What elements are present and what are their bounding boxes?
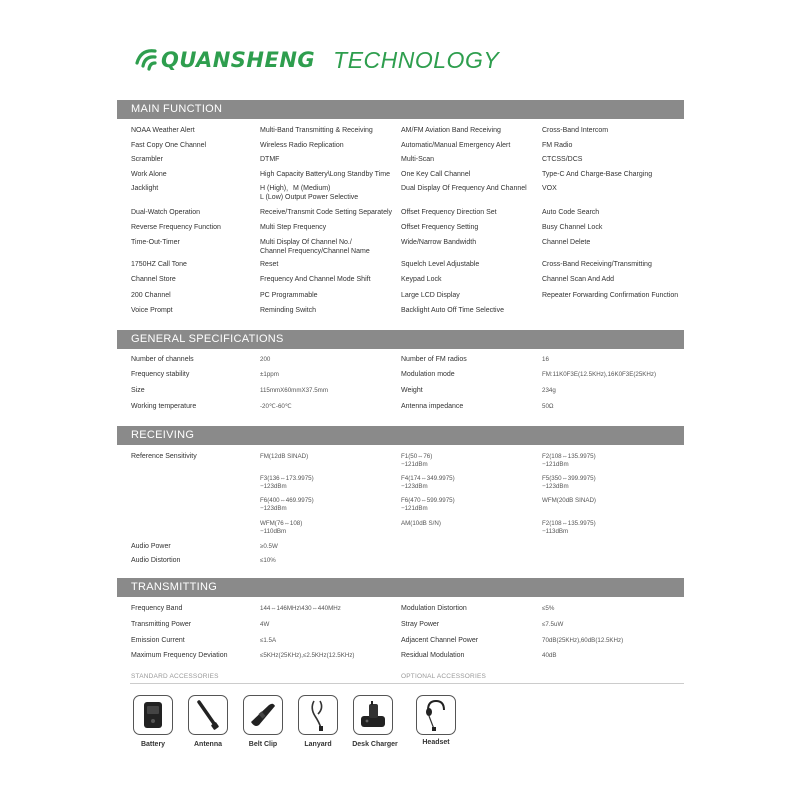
spec-value: 4W [260,621,270,628]
main-function-cell: Wireless Radio Replication [260,142,344,149]
spec-value: 16 [542,356,549,363]
lanyard-icon [306,698,330,732]
main-function-cell: Automatic/Manual Emergency Alert [401,142,511,149]
antenna-icon [193,699,223,731]
spec-value: FM:11K0F3E(12.5KHz),16K0F3E(25KHz) [542,371,657,378]
section-main-function: MAIN FUNCTION [117,100,684,119]
spec-label: Modulation Distortion [401,605,467,612]
sensitivity-value: F4(174⇔349.9975) −123dBm [401,475,455,490]
main-function-cell: Busy Channel Lock [542,224,603,231]
main-function-cell: FM Radio [542,142,573,149]
main-function-cell: Backlight Auto Off Time Selective [401,307,504,314]
sensitivity-value: WFM(76⇔108) −110dBm [260,520,303,535]
main-function-cell: Offset Frequency Setting [401,224,479,231]
standard-accessories-label: STANDARD ACCESSORIES [131,673,219,680]
main-function-cell: Reminding Switch [260,307,317,314]
main-function-cell: NOAA Weather Alert [131,127,195,134]
main-function-cell: Offset Frequency Direction Set [401,209,497,216]
spec-label: Weight [401,387,423,394]
accessories-divider [130,683,684,684]
main-function-cell: Channel Scan And Add [542,276,615,283]
spec-label: Frequency stability [131,371,190,378]
main-function-cell: Reverse Frequency Function [131,224,221,231]
accessory-belt-clip [243,695,283,735]
spec-label: Adjacent Channel Power [401,637,479,644]
spec-value: ≤7.5uW [542,621,564,628]
main-function-cell: H (High)，M (Medium) L (Low) Output Power Selective [260,185,359,201]
accessory-headset [416,695,456,735]
main-function-cell: Jacklight [131,185,159,192]
sensitivity-value: F6(470⇔599.9975) −121dBm [401,497,455,512]
main-function-cell: Multi-Scan [401,156,435,163]
main-function-cell: Cross-Band Receiving/Transmitting [542,261,652,268]
main-function-cell: Keypad Lock [401,276,442,283]
sensitivity-value: FM(12dB SINAD) [260,453,309,460]
main-function-cell: Time-Out-Timer [131,239,180,246]
main-function-cell: Type-C And Charge-Base Charging [542,171,653,178]
spec-label: Working temperature [131,403,197,410]
main-function-cell: 200 Channel [131,292,171,299]
sensitivity-value: F3(136⇔173.9975) −123dBm [260,475,314,490]
main-function-cell: Fast Copy One Channel [131,142,207,149]
main-function-cell: 1750HZ Call Tone [131,261,187,268]
spec-label: Transmitting Power [131,621,192,628]
main-function-cell: Cross-Band Intercom [542,127,609,134]
main-function-cell: VOX [542,185,557,192]
spec-label: Residual Modulation [401,652,465,659]
main-function-cell: Auto Code Search [542,209,600,216]
accessory-name: Battery [140,741,166,748]
main-function-cell: Multi Step Frequency [260,224,327,231]
sensitivity-value: F5(350⇔399.9975) −123dBm [542,475,596,490]
main-function-cell: Receive/Transmit Code Setting Separately [260,209,393,216]
battery-icon [140,700,166,730]
brand-name: QUANSHENG [161,48,316,72]
sensitivity-value: F2(108⇔135.9975) −113dBm [542,520,596,535]
main-function-cell: Dual-Watch Operation [131,209,200,216]
main-function-cell: Channel Delete [542,239,591,246]
spec-label: Maximum Frequency Deviation [131,652,228,659]
receiving-label: Reference Sensitivity [131,453,197,460]
accessory-lanyard [298,695,338,735]
accessory-battery [133,695,173,735]
main-function-cell: Work Alone [131,171,167,178]
spec-label: Number of FM radios [401,356,467,363]
main-function-cell: Scrambler [131,156,163,163]
main-function-cell: One Key Call Channel [401,171,471,178]
sensitivity-value: F6(400⇔469.9975) −123dBm [260,497,314,512]
spec-label: Stray Power [401,621,440,628]
spec-label: Number of channels [131,356,194,363]
main-function-cell: AM/FM Aviation Band Receiving [401,127,501,134]
main-function-cell: Large LCD Display [401,292,460,299]
main-function-cell: CTCSS/DCS [542,156,583,163]
main-function-cell: Frequency And Channel Mode Shift [260,276,371,283]
audio-power-value: ≥0.5W [260,543,278,550]
accessory-desk-charger [353,695,393,735]
main-function-cell: Reset [260,261,279,268]
accessory-name: Lanyard [304,741,332,748]
spec-label: Size [131,387,145,394]
spec-value: 144⇔146MHz\430⇔440MHz [260,605,341,612]
spec-label: Frequency Band [131,605,183,612]
section-general-specifications: GENERAL SPECIFICATIONS [117,330,684,349]
main-function-cell: High Capacity Battery\Long Standby Time [260,171,390,178]
main-function-cell: Dual Display Of Frequency And Channel [401,185,527,192]
audio-power-label: Audio Power [131,543,171,550]
brand-logo [133,42,499,78]
headset-icon [422,698,450,732]
brand-suffix: TECHNOLOGY [333,46,500,73]
desk-charger-icon [357,700,389,730]
section-transmitting: TRANSMITTING [117,578,684,597]
belt-clip-icon [247,702,279,728]
optional-accessories-label: OPTIONAL ACCESSORIES [401,673,487,680]
main-function-cell: Wide/Narrow Bandwidth [401,239,477,246]
spec-value: 70dB(25KHz),60dB(12.5KHz) [542,637,624,644]
wave-logo-icon [133,45,159,75]
section-receiving: RECEIVING [117,426,684,445]
main-function-cell: Multi-Band Transmitting & Receiving [260,127,373,134]
accessory-name: Desk Charger [352,741,398,748]
spec-label: Antenna impedance [401,403,464,410]
accessory-name: Antenna [194,741,222,748]
sensitivity-value: WFM(20dB SINAD) [542,497,596,504]
sensitivity-value: F2(108⇔135.9975) −121dBm [542,453,596,468]
main-function-cell: Multi Display Of Channel No./ Channel Frequency/Channel Name [260,239,370,255]
audio-distortion-value: ≤10% [260,557,276,564]
spec-value: 234g [542,387,556,394]
spec-value: ≤1.5A [260,637,277,644]
main-function-cell: PC Programmable [260,292,318,299]
spec-label: Modulation mode [401,371,455,378]
spec-value: 40dB [542,652,557,659]
spec-value: 200 [260,356,271,363]
spec-value: 50Ω [542,403,554,410]
main-function-cell: Repeater Forwarding Confirmation Function [542,292,679,299]
sensitivity-value: F1(50⇔76) −121dBm [401,453,433,468]
main-function-cell: Channel Store [131,276,176,283]
spec-value: ≤5KHz(25KHz),≤2.5KHz(12.5KHz) [260,652,355,659]
accessory-name: Headset [422,739,450,746]
spec-value: ±1ppm [260,371,279,378]
main-function-cell: Squelch Level Adjustable [401,261,480,268]
main-function-cell: Voice Prompt [131,307,173,314]
spec-value: 115mmX60mmX37.5mm [260,387,328,394]
main-function-cell: DTMF [260,156,280,163]
audio-distortion-label: Audio Distortion [131,557,181,564]
sensitivity-value: AM(10dB S/N) [401,520,441,527]
accessory-name: Belt Clip [248,741,278,748]
spec-label: Emission Current [131,637,185,644]
accessory-antenna [188,695,228,735]
spec-value: -20℃-60℃ [260,403,292,410]
spec-value: ≤5% [542,605,555,612]
